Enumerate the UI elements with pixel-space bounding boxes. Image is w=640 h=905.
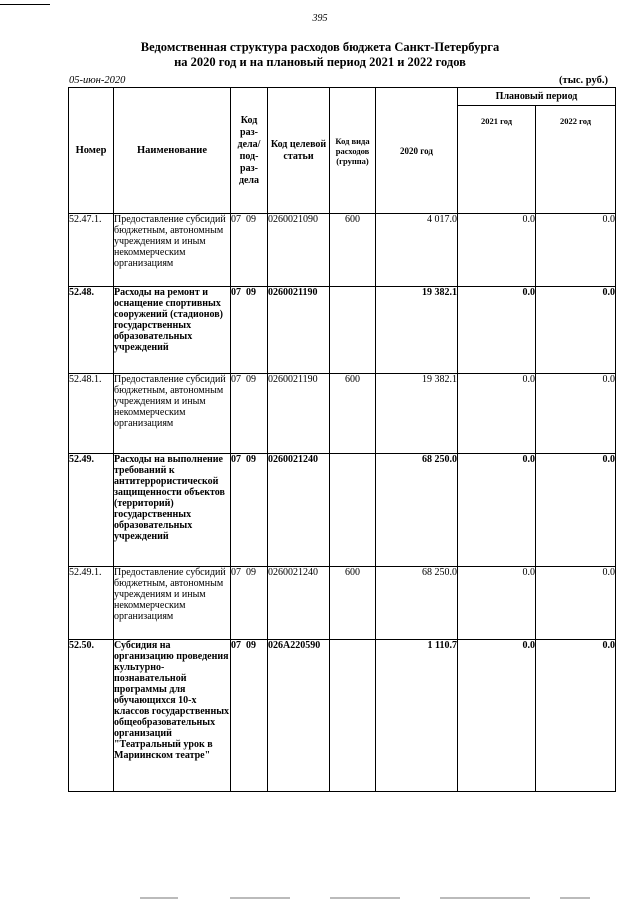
row-value-2020: 1 110.7 xyxy=(376,640,458,792)
row-subsection: 09 xyxy=(246,454,256,465)
row-target-article: 026А220590 xyxy=(268,640,330,792)
row-name: Расходы на выполнение требований к антитеррористической защищенности объектов (территорий) государственных образовательных учреждений xyxy=(114,454,231,567)
row-section: 07 xyxy=(231,374,241,385)
row-target-article: 0260021190 xyxy=(268,374,330,454)
row-expense-type xyxy=(330,640,376,792)
row-target-article: 0260021240 xyxy=(268,454,330,567)
row-subsection: 09 xyxy=(246,567,256,578)
budget-table xyxy=(68,87,616,792)
row-value-2020: 68 250.0 xyxy=(376,567,458,640)
row-value-2022: 0.0 xyxy=(536,287,616,374)
row-name: Расходы на ремонт и оснащение спортивных сооружений (стадионов) государственных образовательных учреждений xyxy=(114,287,231,374)
row-expense-type: 600 xyxy=(330,214,376,287)
row-name: Предоставление субсидий бюджетным, автономным учреждениям и иным некоммерческим организациям xyxy=(114,374,231,454)
row-subsection: 09 xyxy=(246,374,256,385)
header-number: Номер xyxy=(69,88,114,214)
document-date: 05-июн-2020 xyxy=(69,75,126,86)
footer-artifacts xyxy=(140,897,600,901)
row-value-2022: 0.0 xyxy=(536,567,616,640)
header-2020: 2020 год xyxy=(376,88,458,214)
row-section: 07 xyxy=(231,454,241,465)
row-subsection: 09 xyxy=(246,640,256,651)
table-row xyxy=(69,567,616,640)
row-razdel xyxy=(231,374,268,454)
row-value-2020: 68 250.0 xyxy=(376,454,458,567)
row-value-2021: 0.0 xyxy=(458,287,536,374)
row-value-2022: 0.0 xyxy=(536,214,616,287)
row-section: 07 xyxy=(231,640,241,651)
header-expense-type: Код вида расходов (группа) xyxy=(330,88,376,214)
table-row xyxy=(69,287,616,374)
row-value-2021: 0.0 xyxy=(458,640,536,792)
table-row xyxy=(69,374,616,454)
title-line-1: Ведомственная структура расходов бюджета Санкт-Петербурга xyxy=(140,40,500,54)
row-value-2021: 0.0 xyxy=(458,374,536,454)
row-value-2022: 0.0 xyxy=(536,374,616,454)
row-number: 52.48.1. xyxy=(69,374,114,454)
row-expense-type: 600 xyxy=(330,374,376,454)
row-section: 07 xyxy=(231,567,241,578)
page-number: 395 xyxy=(312,13,328,24)
row-value-2021: 0.0 xyxy=(458,567,536,640)
header-razdel: Код раз- дела/ под- раз- дела xyxy=(231,88,268,214)
row-name: Субсидия на организацию проведения культурно-познавательной программы для обучающихся 10-х классов государственных общеобразовательных организаций "Театральный урок в Мариинском театре" xyxy=(114,640,231,792)
row-name: Предоставление субсидий бюджетным, автономным учреждениям и иным некоммерческим организациям xyxy=(114,214,231,287)
row-value-2021: 0.0 xyxy=(458,214,536,287)
row-razdel xyxy=(231,454,268,567)
row-razdel xyxy=(231,287,268,374)
row-value-2020: 19 382.1 xyxy=(376,374,458,454)
row-subsection: 09 xyxy=(246,287,256,298)
row-section: 07 xyxy=(231,287,241,298)
title-line-2: на 2020 год и на плановый период 2021 и 2022 годов xyxy=(174,55,466,69)
row-number: 52.49. xyxy=(69,454,114,567)
row-value-2020: 19 382.1 xyxy=(376,287,458,374)
table-row xyxy=(69,454,616,567)
table-body xyxy=(69,214,616,792)
row-target-article: 0260021240 xyxy=(268,567,330,640)
header-plan-period: Плановый период xyxy=(458,88,616,106)
row-number: 52.50. xyxy=(69,640,114,792)
row-razdel xyxy=(231,214,268,287)
header-name: Наименование xyxy=(114,88,231,214)
row-value-2022: 0.0 xyxy=(536,454,616,567)
table-row xyxy=(69,214,616,287)
row-expense-type: 600 xyxy=(330,567,376,640)
row-value-2022: 0.0 xyxy=(536,640,616,792)
header-2021: 2021 год xyxy=(458,106,536,214)
row-number: 52.47.1. xyxy=(69,214,114,287)
row-razdel xyxy=(231,567,268,640)
row-value-2020: 4 017.0 xyxy=(376,214,458,287)
row-name: Предоставление субсидий бюджетным, автономным учреждениям и иным некоммерческим организациям xyxy=(114,567,231,640)
row-section: 07 xyxy=(231,214,241,225)
row-value-2021: 0.0 xyxy=(458,454,536,567)
top-rule xyxy=(0,4,50,5)
page-title xyxy=(0,40,640,70)
row-expense-type xyxy=(330,454,376,567)
header-2022: 2022 год xyxy=(536,106,616,214)
row-target-article: 0260021090 xyxy=(268,214,330,287)
row-subsection: 09 xyxy=(246,214,256,225)
row-target-article: 0260021190 xyxy=(268,287,330,374)
row-razdel xyxy=(231,640,268,792)
units-label: (тыс. руб.) xyxy=(559,75,608,86)
table-row xyxy=(69,640,616,792)
header-target-article: Код целевой статьи xyxy=(268,88,330,214)
row-expense-type xyxy=(330,287,376,374)
row-number: 52.48. xyxy=(69,287,114,374)
row-number: 52.49.1. xyxy=(69,567,114,640)
